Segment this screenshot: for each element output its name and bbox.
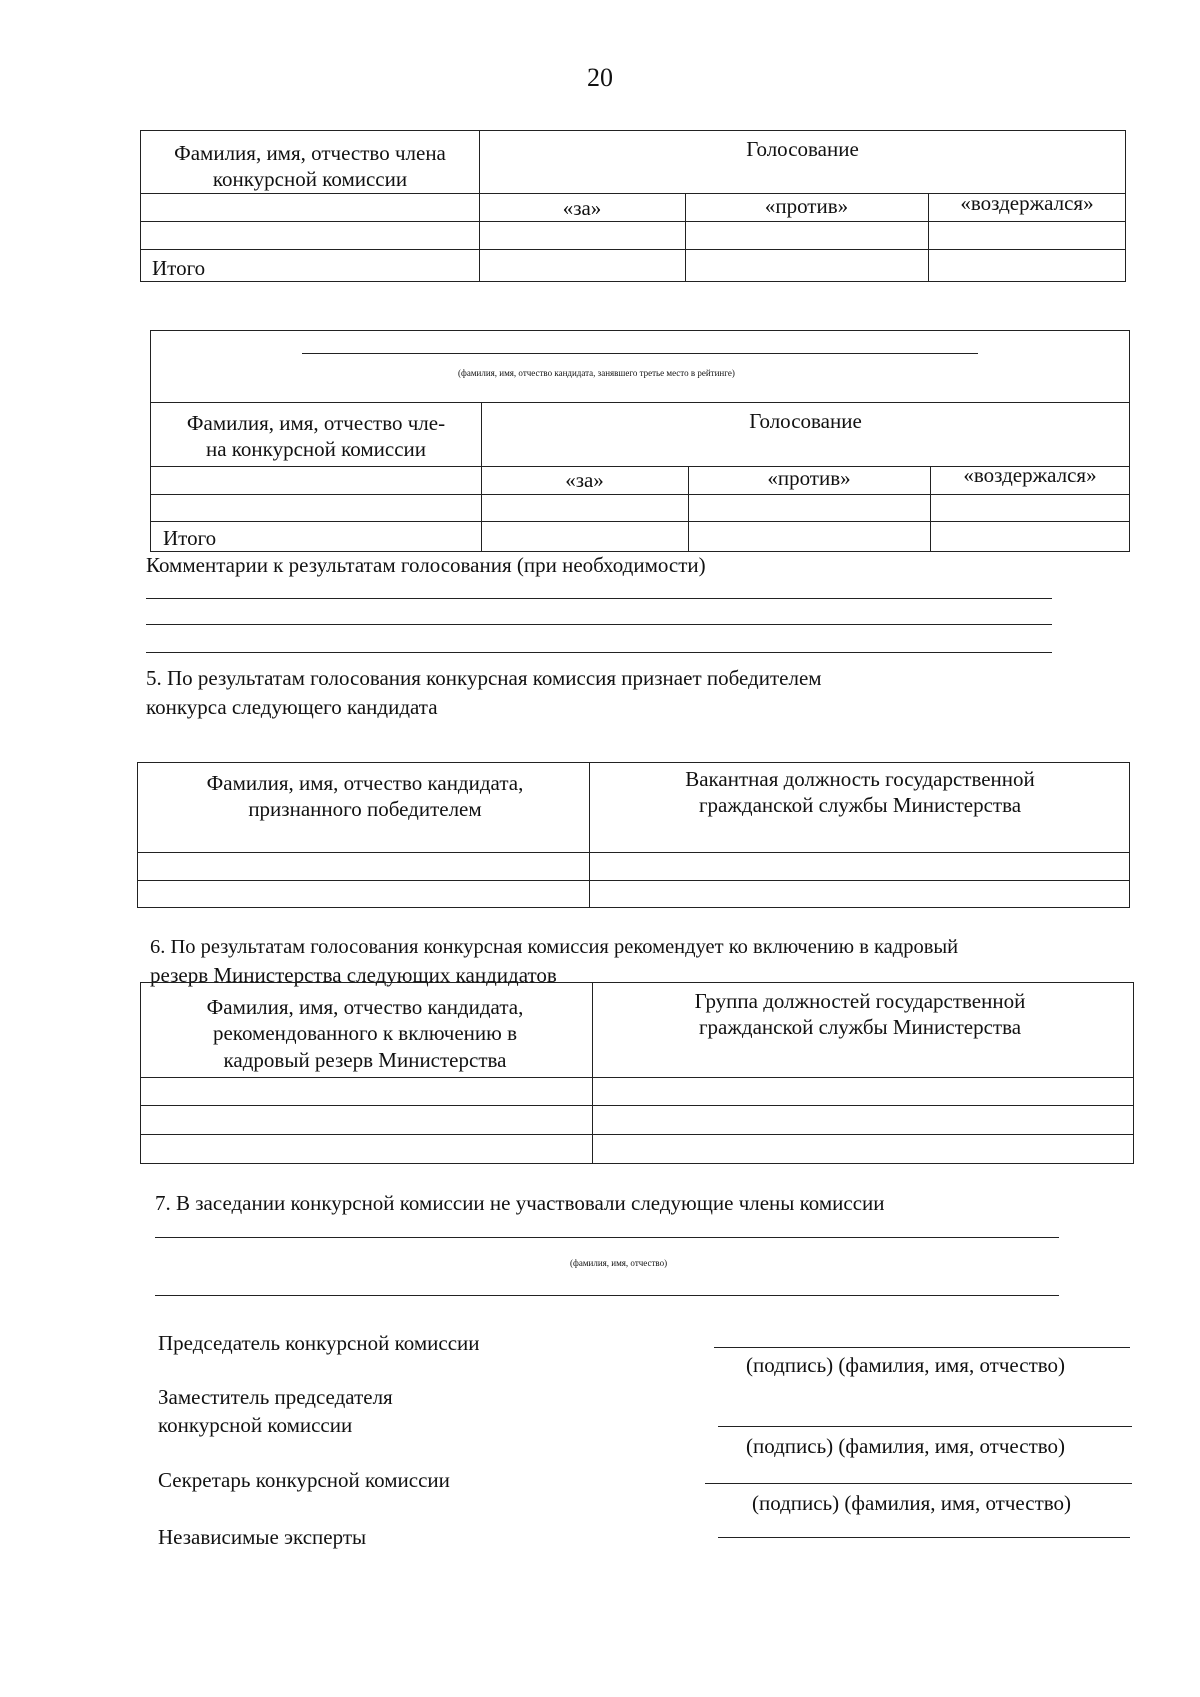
secretary-label: Секретарь конкурсной комиссии bbox=[158, 1468, 450, 1492]
chairman-label: Председатель конкурсной комиссии bbox=[158, 1331, 480, 1355]
absent-members-line bbox=[155, 1237, 1059, 1238]
vacant-position-header: Вакантная должность государственной гражданской службы Министерства bbox=[685, 767, 1035, 818]
absent-members-line-2 bbox=[155, 1295, 1059, 1296]
comments-line-1 bbox=[146, 598, 1052, 599]
col-for-header: «за» bbox=[565, 468, 604, 492]
section6-text-line1: 6. По результатам голосования конкурсная комиссия рекомендует ко включению в кадровый bbox=[150, 936, 959, 958]
voting-header: Голосование bbox=[749, 409, 862, 433]
total-label: Итого bbox=[152, 256, 206, 280]
section6-text-line2: резерв Министерства следующих кандидатов bbox=[150, 963, 557, 987]
secretary-signature-line bbox=[705, 1483, 1132, 1484]
section5-text-line2: конкурса следующего кандидата bbox=[146, 695, 438, 719]
member-header-line1: Фамилия, имя, отчество чле- bbox=[186, 411, 446, 435]
secretary-signature-caption: (подпись) (фамилия, имя, отчество) bbox=[752, 1491, 1072, 1515]
position-group-header: Группа должностей государственной гражданской службы Министерства bbox=[694, 989, 1026, 1040]
deputy-label-line2: конкурсной комиссии bbox=[158, 1413, 353, 1437]
absent-members-caption: (фамилия, имя, отчество) bbox=[570, 1258, 668, 1268]
member-header-line2: на конкурсной комиссии bbox=[205, 437, 427, 462]
col-against-header: «против» bbox=[767, 466, 851, 490]
deputy-label-line1: Заместитель председателя bbox=[158, 1385, 393, 1409]
col-for-header: «за» bbox=[562, 196, 602, 220]
reserve-candidate-header: Фамилия, имя, отчество кандидата, рекомендованного к включению в кадровый резерв Министерства bbox=[206, 995, 524, 1072]
experts-signature-line bbox=[718, 1537, 1130, 1538]
member-name-header: Фамилия, имя, отчество члена конкурсной комиссии bbox=[174, 141, 446, 192]
deputy-signature-caption: (подпись) (фамилия, имя, отчество) bbox=[746, 1434, 1066, 1458]
comments-line-3 bbox=[146, 652, 1052, 653]
col-against-header: «против» bbox=[764, 194, 849, 218]
page-number: 20 bbox=[587, 63, 613, 92]
section7-text: 7. В заседании конкурсной комиссии не участвовали следующие члены комиссии bbox=[155, 1191, 885, 1215]
member-name-header bbox=[155, 410, 477, 463]
comments-label: Комментарии к результатам голосования (при необходимости) bbox=[146, 553, 706, 577]
candidate-caption: (фамилия, имя, отчество кандидата, занявшего третье место в рейтинге) bbox=[458, 368, 735, 378]
chairman-signature-line bbox=[714, 1347, 1130, 1348]
total-label: Итого bbox=[163, 526, 217, 550]
comments-line-2 bbox=[146, 624, 1052, 625]
experts-label: Независимые эксперты bbox=[158, 1525, 367, 1549]
candidate-name-line bbox=[302, 353, 978, 354]
voting-header: Голосование bbox=[746, 137, 859, 161]
section5-text-line1: 5. По результатам голосования конкурсная комиссия признает победителем bbox=[146, 666, 822, 690]
col-abstain-header: «воздержался» bbox=[960, 191, 1094, 215]
winner-name-header: Фамилия, имя, отчество кандидата, признанного победителем bbox=[206, 771, 524, 822]
col-abstain-header: «воздержался» bbox=[963, 463, 1097, 487]
chairman-signature-caption: (подпись) (фамилия, имя, отчество) bbox=[746, 1353, 1066, 1377]
deputy-signature-line bbox=[718, 1426, 1132, 1427]
